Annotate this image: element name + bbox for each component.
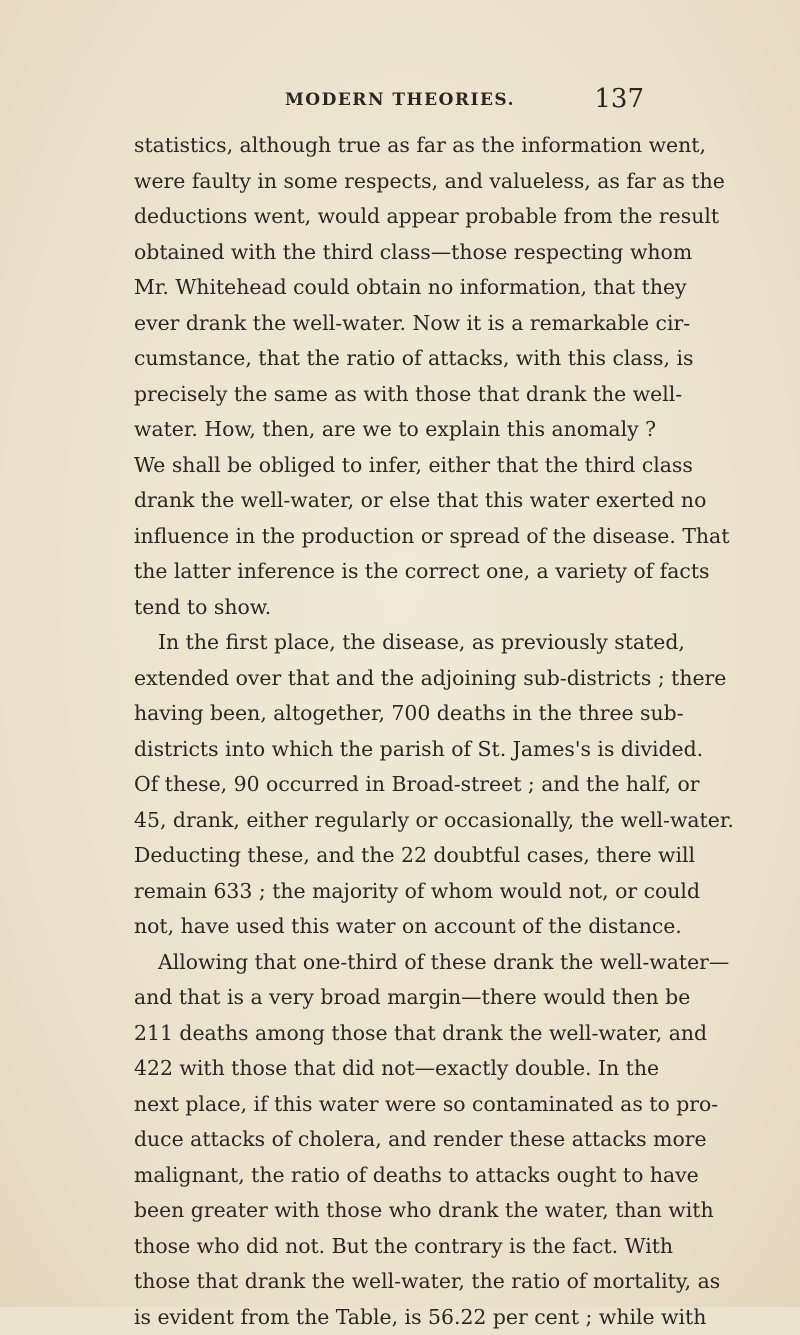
text-line: cumstance, that the ratio of attacks, with this class, is — [134, 341, 650, 377]
text-line: statistics, although true as far as the information went, — [134, 128, 650, 164]
text-line: Mr. Whitehead could obtain no information, that they — [134, 270, 650, 306]
body-text — [134, 128, 650, 1335]
text-line: water. How, then, are we to explain this anomaly ? — [134, 412, 650, 448]
running-title: MODERN THEORIES. — [0, 90, 800, 110]
text-line: having been, altogether, 700 deaths in the three sub- — [134, 696, 650, 732]
text-line: drank the well-water, or else that this water exerted no — [134, 483, 650, 519]
text-line: is evident from the Table, is 56.22 per cent ; while with — [134, 1300, 650, 1335]
text-line: the latter inference is the correct one, a variety of facts — [134, 554, 650, 590]
text-line: not, have used this water on account of the distance. — [134, 909, 650, 945]
text-line: those who did not. But the contrary is the fact. With — [134, 1229, 650, 1265]
text-line: Allowing that one-third of these drank the well-water— — [134, 945, 650, 981]
text-line: precisely the same as with those that drank the well- — [134, 377, 650, 413]
text-line: next place, if this water were so contaminated as to pro- — [134, 1087, 650, 1123]
text-line: those that drank the well-water, the ratio of mortality, as — [134, 1264, 650, 1300]
text-line: Of these, 90 occurred in Broad-street ; and the half, or — [134, 767, 650, 803]
text-line: remain 633 ; the majority of whom would not, or could — [134, 874, 650, 910]
text-line: tend to show. — [134, 590, 650, 626]
text-line: were faulty in some respects, and valueless, as far as the — [134, 164, 650, 200]
text-line: In the first place, the disease, as previously stated, — [134, 625, 650, 661]
page-number: 137 — [594, 84, 644, 114]
text-line: ever drank the well-water. Now it is a remarkable cir- — [134, 306, 650, 342]
text-line: We shall be obliged to infer, either that the third class — [134, 448, 650, 484]
text-line: 211 deaths among those that drank the well-water, and — [134, 1016, 650, 1052]
text-line: Deducting these, and the 22 doubtful cases, there will — [134, 838, 650, 874]
text-line: obtained with the third class—those respecting whom — [134, 235, 650, 271]
text-line: and that is a very broad margin—there would then be — [134, 980, 650, 1016]
text-line: duce attacks of cholera, and render these attacks more — [134, 1122, 650, 1158]
running-head — [0, 86, 800, 120]
text-line: malignant, the ratio of deaths to attacks ought to have — [134, 1158, 650, 1194]
text-line: districts into which the parish of St. James's is divided. — [134, 732, 650, 768]
text-line: influence in the production or spread of the disease. That — [134, 519, 650, 555]
text-line: 422 with those that did not—exactly double. In the — [134, 1051, 650, 1087]
text-line: extended over that and the adjoining sub-districts ; there — [134, 661, 650, 697]
text-line: deductions went, would appear probable from the result — [134, 199, 650, 235]
text-line: 45, drank, either regularly or occasionally, the well-water. — [134, 803, 650, 839]
text-line: been greater with those who drank the water, than with — [134, 1193, 650, 1229]
